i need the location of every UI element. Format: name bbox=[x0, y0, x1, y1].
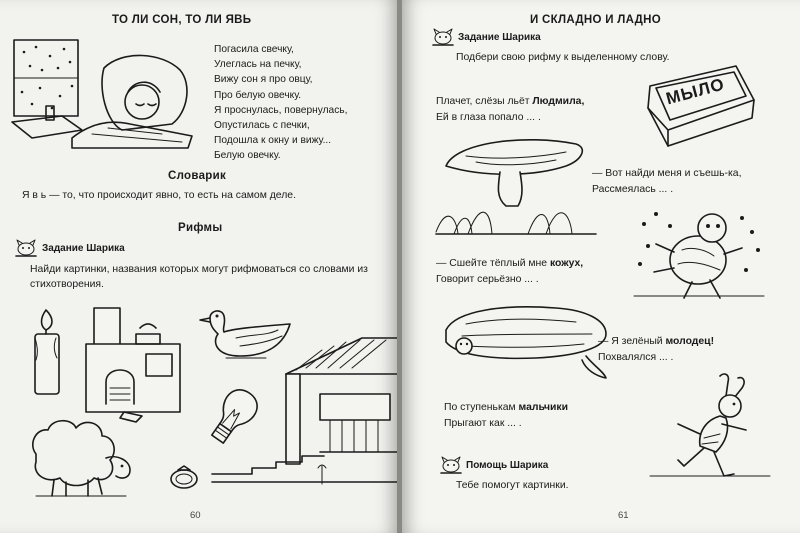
page-title: ТО ЛИ СОН, ТО ЛИ ЯВЬ bbox=[112, 14, 252, 26]
dictionary-heading: Словарик bbox=[168, 170, 227, 182]
rhymes-heading: Рифмы bbox=[178, 222, 223, 234]
soap-label: МЫЛО bbox=[664, 74, 727, 109]
poem-line: Опустилась с печки, bbox=[214, 120, 310, 132]
verse-1-line-1 bbox=[436, 94, 584, 109]
verse-text: — Сшейте тёплый мне bbox=[436, 258, 550, 269]
stove-icon bbox=[84, 304, 184, 422]
poem-line: Белую овечку. bbox=[214, 150, 281, 162]
light-bulb-icon bbox=[200, 384, 266, 450]
highlighted-word: Людмила, bbox=[532, 96, 585, 107]
verse-3-line-1 bbox=[436, 256, 583, 271]
sheep-icon bbox=[26, 414, 136, 498]
task-label: Задание Шарика bbox=[42, 243, 125, 254]
verse-4-line-1 bbox=[598, 334, 714, 349]
right-page bbox=[402, 0, 800, 533]
verse-5-line-2: Прыгают как ... . bbox=[444, 418, 522, 429]
duck-icon bbox=[196, 308, 296, 360]
task-label: Задание Шарика bbox=[458, 32, 541, 43]
verse-2-line-1: — Вот найди меня и съешь-ка, bbox=[592, 168, 742, 179]
page-number: 60 bbox=[190, 510, 201, 521]
hare-icon bbox=[650, 372, 770, 482]
help-text: Тебе помогут картинки. bbox=[456, 480, 569, 491]
mushroom-icon bbox=[436, 136, 596, 236]
highlighted-word: мальчики bbox=[518, 402, 568, 413]
verse-5-line-1 bbox=[444, 400, 568, 415]
page-number: 61 bbox=[618, 510, 629, 521]
candle-icon bbox=[26, 308, 70, 396]
highlighted-word: кожух, bbox=[549, 258, 584, 269]
left-page bbox=[0, 0, 398, 533]
soap-icon bbox=[640, 60, 760, 152]
verse-text: Плачет, слёзы льёт bbox=[436, 96, 533, 107]
verse-text: По ступенькам bbox=[444, 402, 519, 413]
poem-line: Улеглась на печку, bbox=[214, 59, 302, 71]
task-text: Найди картинки, названия которых могут рифмоваться со словами из стихотворения. bbox=[30, 264, 368, 290]
dog-sharik-icon bbox=[440, 456, 462, 474]
poem bbox=[214, 42, 347, 164]
poem-line: Погасила свечку, bbox=[214, 44, 294, 55]
house-porch-icon bbox=[282, 334, 398, 484]
dictionary-text: Я в ь — то, что происходит явно, то есть на самом деле. bbox=[22, 190, 296, 201]
page-title: И СКЛАДНО И ЛАДНО bbox=[530, 14, 662, 26]
poem-line: Я проснулась, повернулась, bbox=[214, 104, 348, 116]
poem-line: Подошла к окну и вижу... bbox=[214, 135, 332, 147]
bug-icon bbox=[634, 206, 764, 302]
dog-sharik-icon bbox=[432, 28, 454, 46]
dog-sharik-icon bbox=[15, 239, 37, 257]
highlighted-word: молодец! bbox=[665, 336, 715, 347]
cucumber-icon bbox=[436, 300, 616, 380]
verse-4-line-2: Похвалялся ... . bbox=[598, 352, 674, 363]
task-text: Подбери свою рифму к выделенному слову. bbox=[456, 52, 670, 63]
verse-1-line-2: Ей в глаза попало ... . bbox=[436, 112, 541, 123]
poem-line: Про белую овечку. bbox=[214, 89, 302, 101]
verse-text: — Я зелёный bbox=[598, 336, 666, 347]
help-label: Помощь Шарика bbox=[466, 460, 549, 471]
poem-line: Вижу сон я про овцу, bbox=[214, 74, 313, 86]
verse-3-line-2: Говорит серьёзно ... . bbox=[436, 274, 539, 285]
ring-icon bbox=[168, 464, 200, 490]
verse-2-line-2: Рассмеялась ... . bbox=[592, 184, 674, 195]
sleeping-boy-icon bbox=[12, 38, 197, 148]
